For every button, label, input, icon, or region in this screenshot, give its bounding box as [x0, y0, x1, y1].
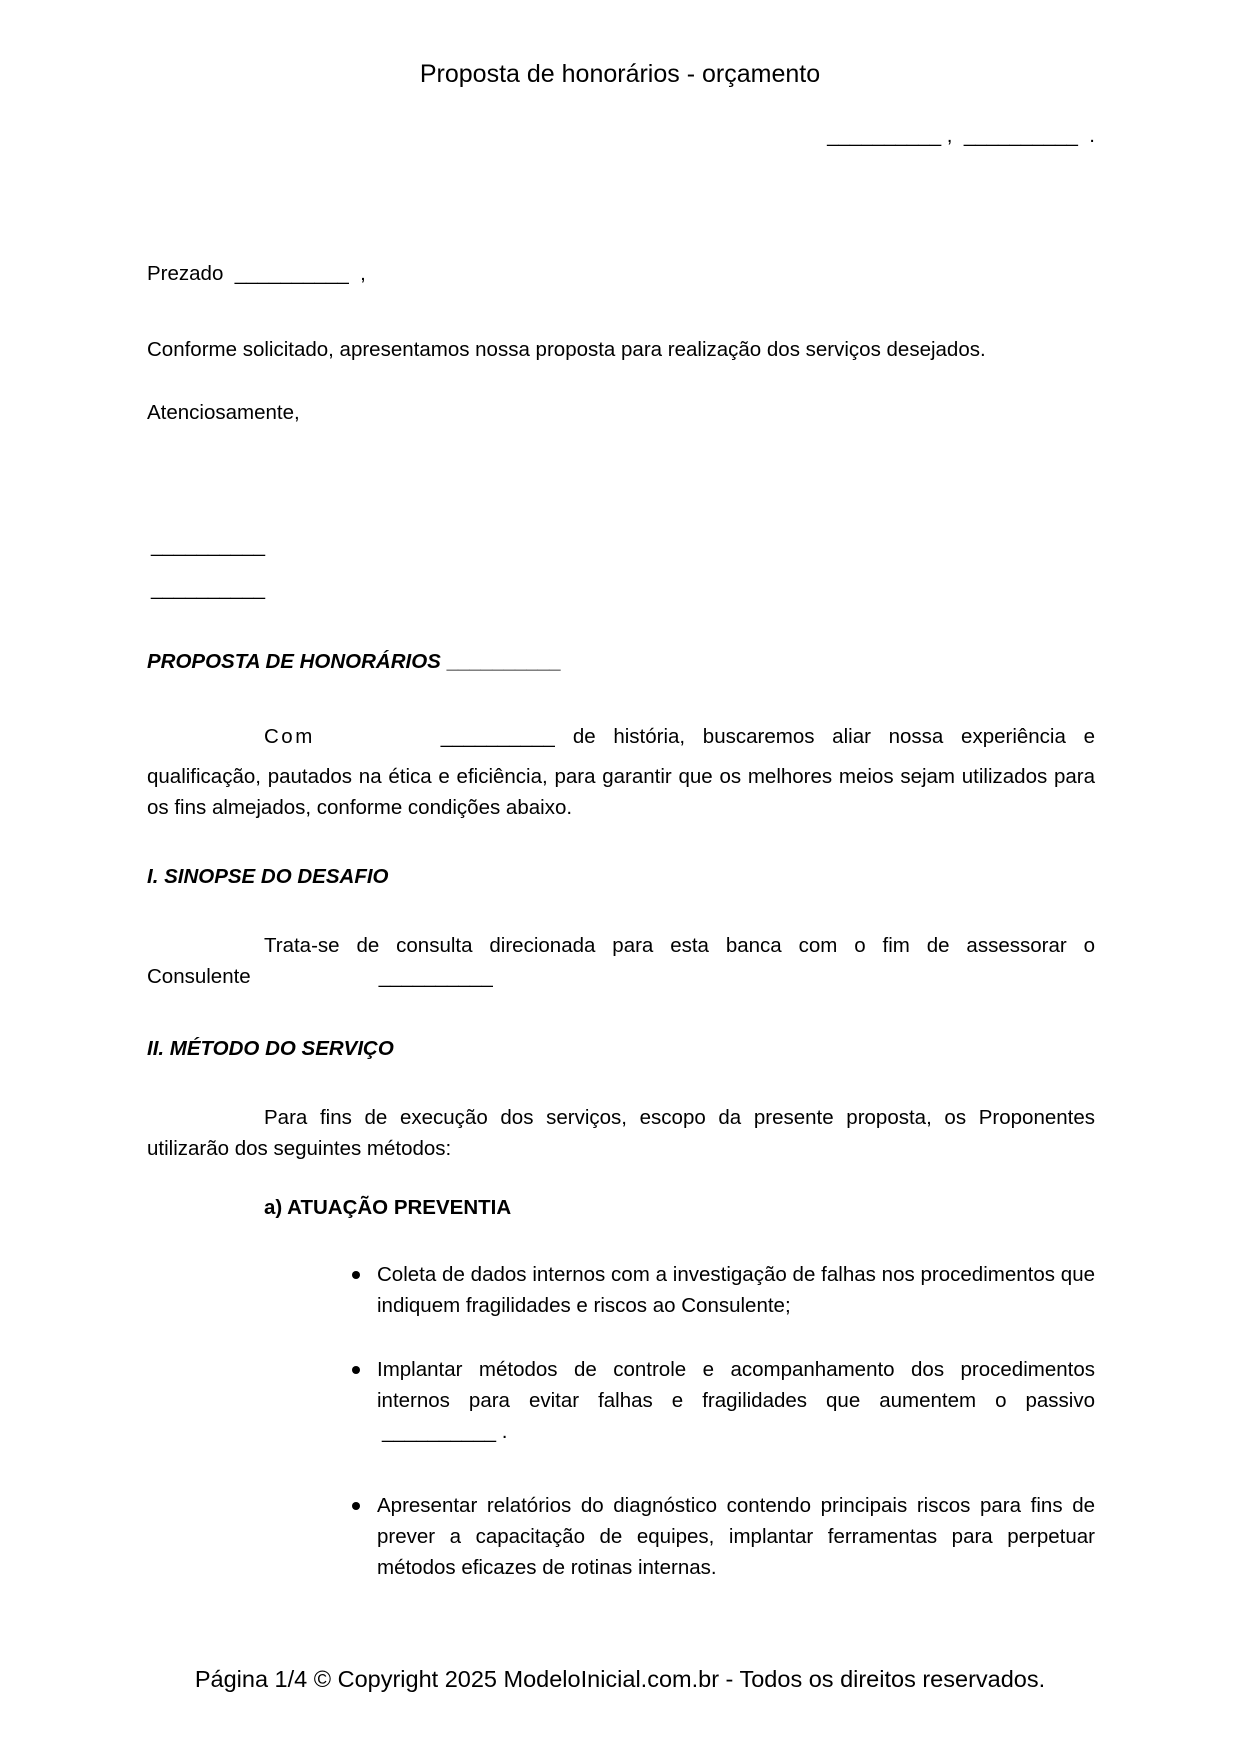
section-2-paragraph: Para fins de execução dos serviços, escopo da presente proposta, os Proponentes utilizarão dos seguintes métodos: — [147, 1106, 1095, 1160]
list-item: Apresentar relatórios do diagnóstico contendo principais riscos para fins de prever a capacitação de equipes, implantar ferramentas para perpetuar métodos eficazes de rotinas internas. — [352, 1490, 1095, 1583]
date-line: __________ , __________ . — [827, 124, 1095, 147]
bullet-list-2 — [352, 1354, 1095, 1447]
section-1-line-1: Trata-se de consulta direcionada para esta banca com o fim de assessorar o — [264, 934, 1095, 957]
intro-text: Conforme solicitado, apresentamos nossa proposta para realização dos serviços desejados. — [147, 338, 986, 361]
bullet-list-3 — [352, 1490, 1095, 1583]
signature-line-2: __________ — [151, 577, 266, 600]
signature-line-1: __________ — [151, 534, 266, 557]
bullet-2-blank: __________ . — [382, 1420, 508, 1443]
page-header-title: Proposta de honorários - orçamento — [419, 60, 821, 88]
opening-first-line — [147, 721, 1095, 752]
proposal-heading-blank: __________ — [446, 650, 561, 673]
proposal-heading — [147, 650, 561, 674]
bullet-list — [352, 1259, 1095, 1321]
consulente-blank: __________ — [378, 965, 493, 988]
closing-text: Atenciosamente, — [147, 401, 300, 424]
subheading-atuacao-preventia: a) ATUAÇÃO PREVENTIA — [264, 1196, 512, 1219]
list-item — [352, 1354, 1095, 1447]
opening-rest: de história, buscaremos aliar nossa experiência e — [572, 725, 1095, 748]
opening-paragraph — [147, 721, 1095, 823]
bullet-2-text: Implantar métodos de controle e acompanhamento dos procedimentos internos para evitar falhas e fragilidades que aumentem o passivo — [377, 1358, 1095, 1412]
opening-blank: __________ — [440, 725, 555, 748]
consulente-word: Consulente — [147, 965, 251, 988]
page-footer: Página 1/4 © Copyright 2025 ModeloInicial.com.br - Todos os direitos reservados. — [194, 1666, 1046, 1692]
list-item: Coleta de dados internos com a investigação de falhas nos procedimentos que indiquem fragilidades e riscos ao Consulente; — [352, 1259, 1095, 1321]
greeting: Prezado __________ , — [147, 262, 366, 285]
opening-word: Com — [264, 725, 315, 748]
opening-continuation: qualificação, pautados na ética e eficiência, para garantir que os melhores meios sejam utilizados para os fins almejados, conforme condições abaixo. — [147, 765, 1095, 819]
section-1-paragraph — [147, 930, 1095, 992]
section-1-heading: I. SINOPSE DO DESAFIO — [147, 865, 389, 888]
section-1-line-2 — [147, 961, 1095, 992]
proposal-heading-text: PROPOSTA DE HONORÁRIOS — [147, 650, 447, 673]
section-2-heading: II. MÉTODO DO SERVIÇO — [147, 1037, 394, 1060]
